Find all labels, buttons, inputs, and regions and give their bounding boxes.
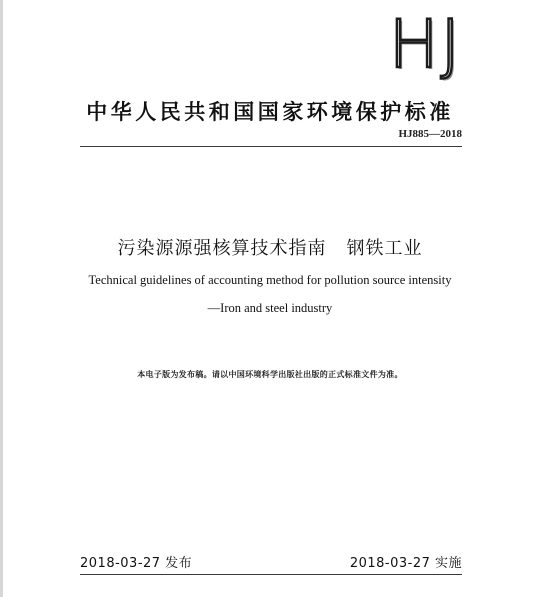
issuing-organization: 中华人民共和国国家环境保护标准: [86, 100, 454, 124]
chinese-title-main: 污染源源强核算技术指南: [117, 238, 327, 259]
page-edge: [0, 0, 3, 597]
electronic-version-notice: 本电子版为发布稿。请以中国环境科学出版社出版的正式标准文件为准。: [137, 370, 403, 379]
chinese-title-sub: 钢铁工业: [346, 238, 423, 259]
english-title-line1: Technical guidelines of accounting method for pollution source intensity: [88, 273, 452, 287]
chinese-title: [0, 234, 540, 260]
footer-divider: [80, 574, 462, 575]
hj-logo: HJ: [388, 6, 462, 83]
standard-number: HJ885—2018: [398, 128, 462, 140]
implementation-date: 2018-03-27 实施: [349, 556, 462, 571]
header-divider: [80, 146, 462, 147]
release-date: 2018-03-27 发布: [80, 556, 193, 571]
english-title-line2: —Iron and steel industry: [207, 301, 333, 315]
